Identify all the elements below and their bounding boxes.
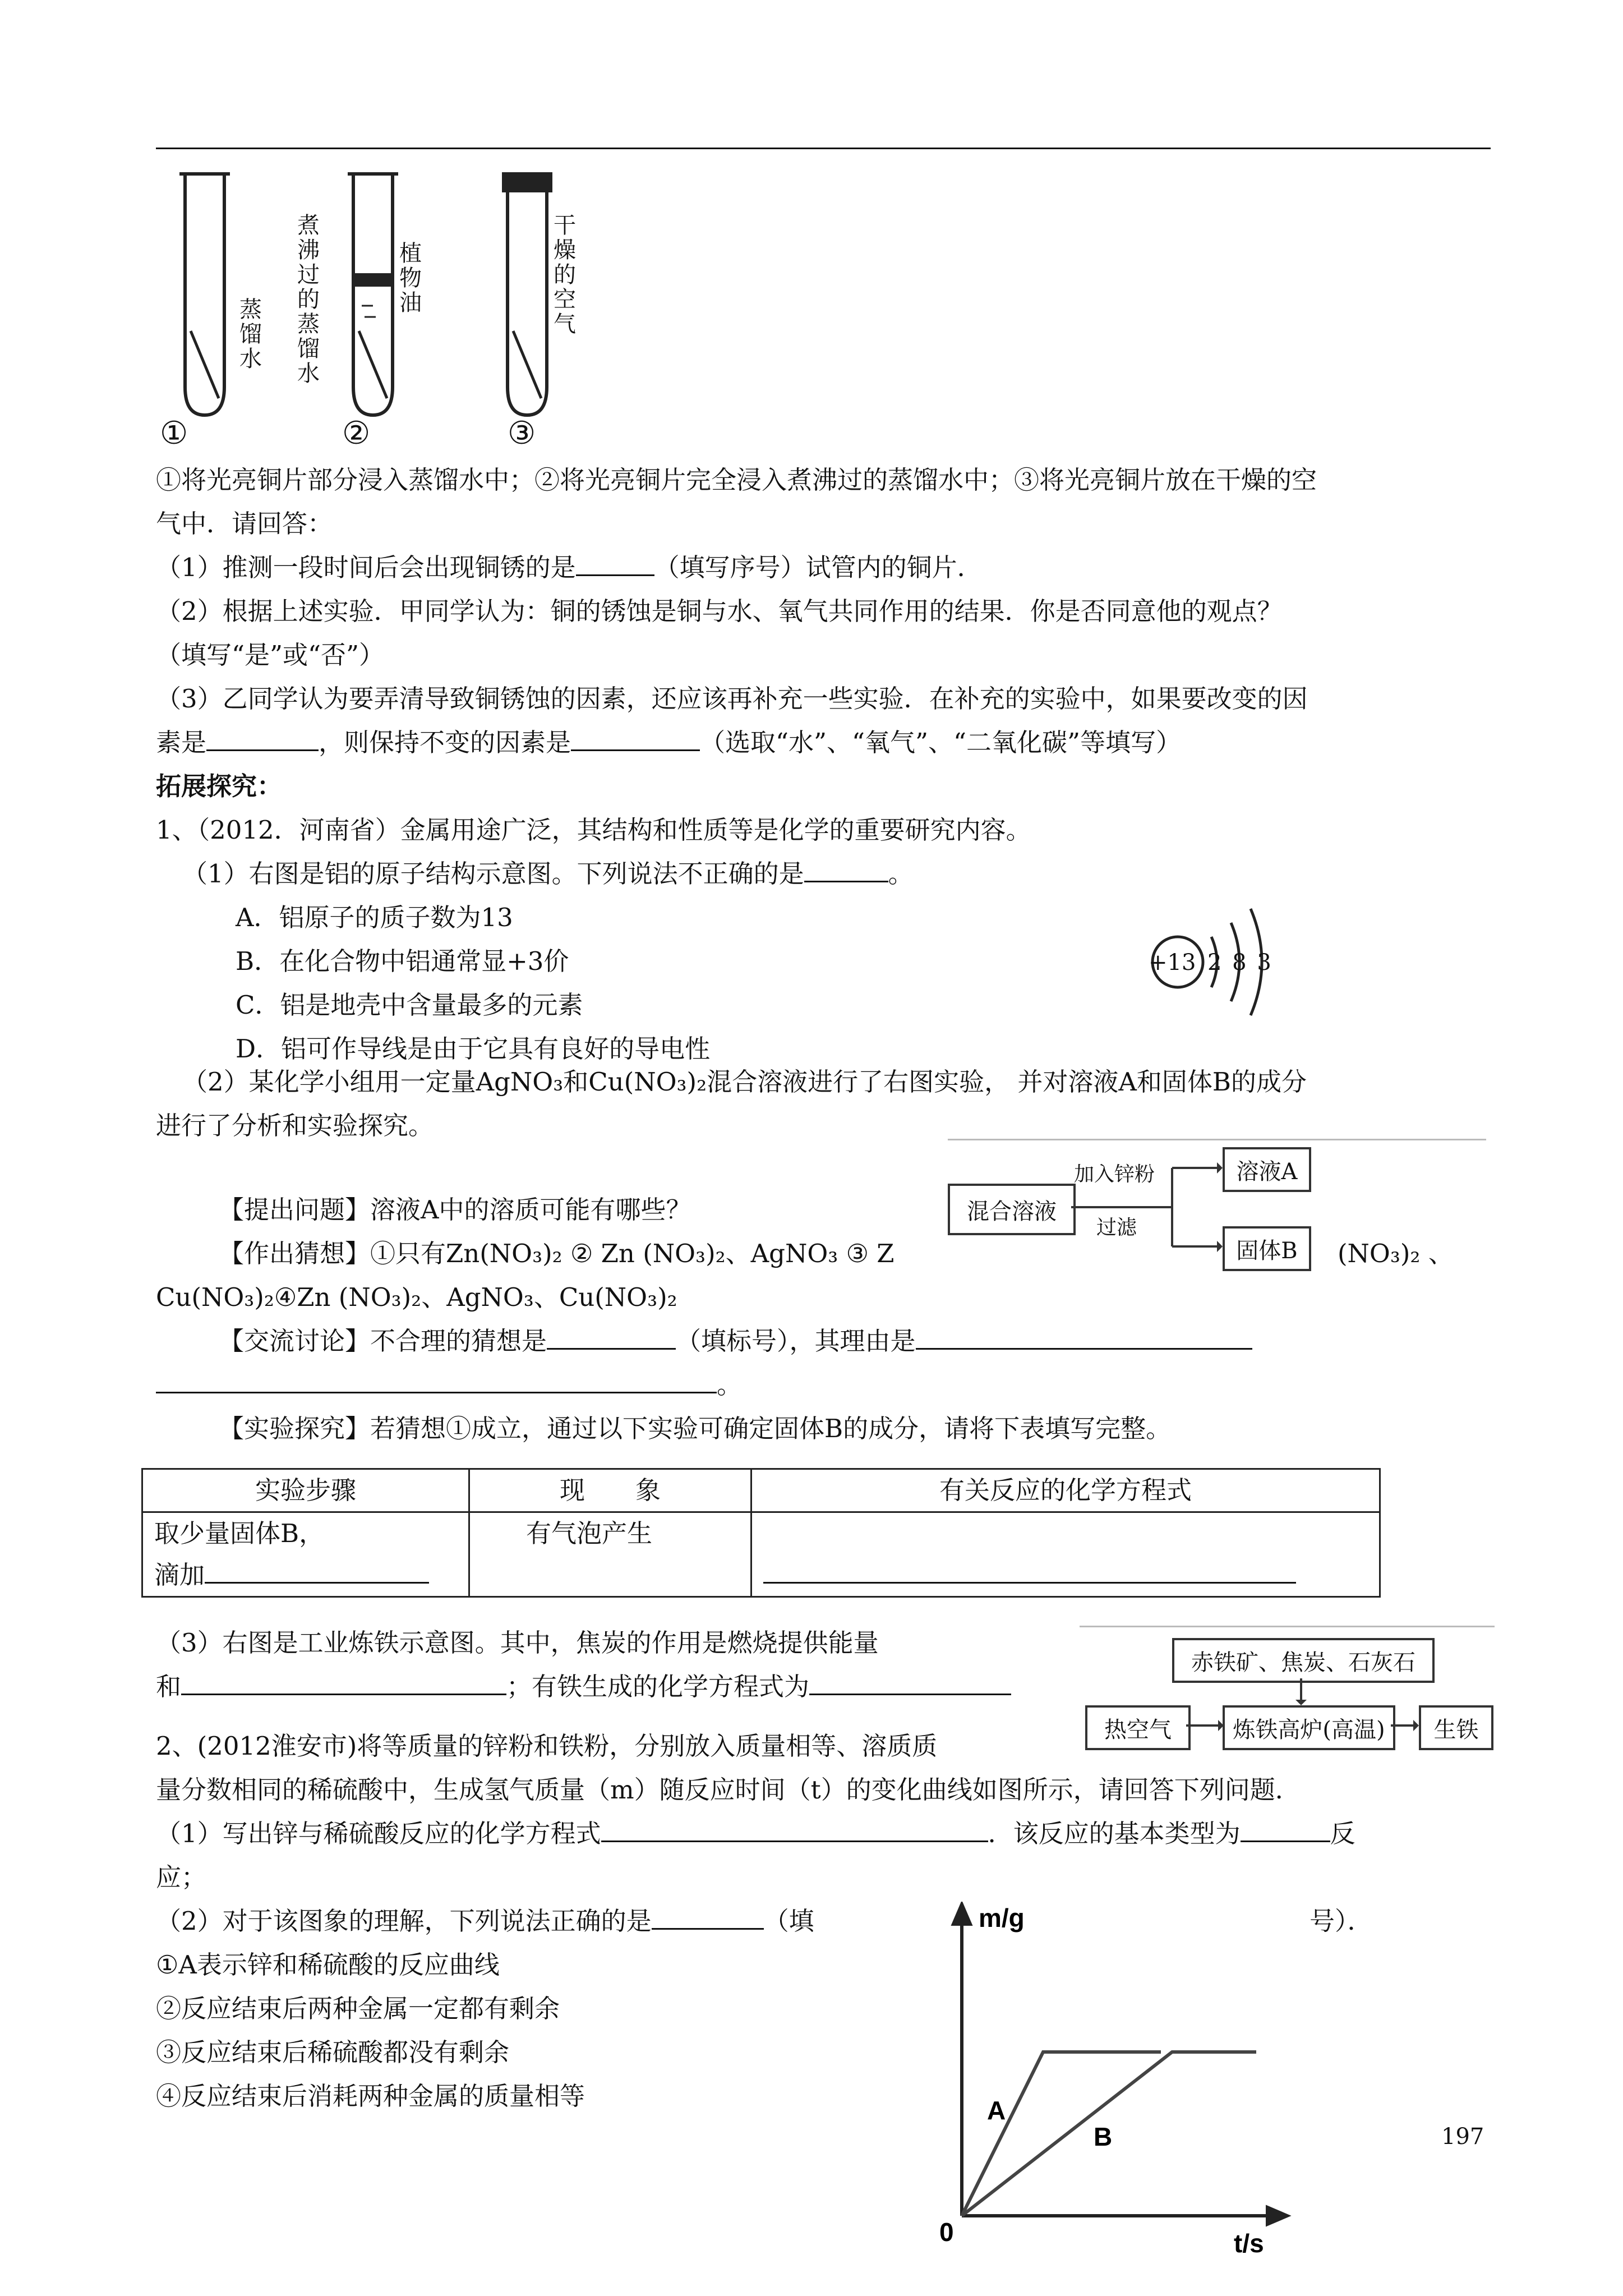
furnace-input-box: 赤铁矿、焦炭、石灰石: [1172, 1638, 1435, 1683]
q1-text-post: （填写序号）试管内的铜片．: [654, 553, 983, 582]
question-1: [156, 546, 983, 590]
problem2-line2: 量分数相同的稀硫酸中，生成氢气质量（m）随反应时间（t）的变化曲线如图所示，请回答下列问题．: [156, 1775, 1301, 1805]
furnace-top-rule: [1080, 1626, 1495, 1627]
problem2-sub1: [156, 1812, 1355, 1856]
origin-label: 0: [939, 2217, 954, 2247]
problem2-sub2: [156, 1899, 814, 1943]
tube1-number: ①: [160, 415, 188, 452]
hydrogen-mass-chart: [909, 1902, 1301, 2266]
hypothesis-line1-right: (NO₃)₂ 、: [1338, 1239, 1454, 1268]
tube-3: [504, 174, 551, 415]
option-b: B．在化合物中铝通常显+3价: [236, 946, 569, 976]
option-c: C．铝是地壳中含量最多的元素: [236, 990, 583, 1020]
discussion-blank-2[interactable]: [916, 1321, 1252, 1350]
furnace-arrows: [1183, 1677, 1430, 1750]
p2-sub2-text: （2）对于该图象的理解，下列说法正确的是: [156, 1906, 652, 1936]
discussion-end: 。: [717, 1370, 743, 1400]
tube2-label-left: 煮沸过的蒸馏水: [297, 213, 320, 386]
equation-blank[interactable]: [763, 1555, 1296, 1584]
q1-blank[interactable]: [576, 547, 654, 576]
y-axis-label: m/g: [979, 1903, 1025, 1932]
tube2-number: ②: [342, 415, 371, 452]
flow-start-box: 混合溶液: [948, 1184, 1076, 1235]
q3-text-mid: ，则保持不变的因素是: [319, 728, 571, 757]
p1-sub1-post: 。: [888, 859, 914, 889]
experiment-desc-line1: ①将光亮铜片部分浸入蒸馏水中；②将光亮铜片完全浸入煮沸过的蒸馏水中；③将光亮铜片放在干燥的空: [156, 465, 1317, 495]
q1-text: （1）推测一段时间后会出现铜锈的是: [156, 553, 576, 582]
table-cell-step: [142, 1512, 469, 1597]
x-axis-label: t/s: [1234, 2229, 1264, 2258]
atom-shells: 2 8 3: [1207, 950, 1271, 976]
chart-axes: [953, 1904, 1287, 2224]
explore-intro: 【实验探究】若猜想①成立，通过以下实验可确定固体B的成分，请将下表填写完整。: [219, 1414, 1172, 1443]
series-label-b: B: [1094, 2122, 1113, 2151]
step-blank[interactable]: [205, 1555, 429, 1584]
sub3-text: 和: [156, 1672, 182, 1701]
p2-sub2-blank[interactable]: [652, 1901, 764, 1930]
test-tube-figure: [151, 163, 600, 454]
discussion-blank-3[interactable]: [156, 1365, 717, 1393]
table-header: 有关反应的化学方程式: [751, 1469, 1380, 1512]
discussion-blank-1[interactable]: [547, 1321, 676, 1350]
flow-solid-b-box: 固体B: [1223, 1226, 1311, 1271]
blast-furnace-box: 炼铁高炉(高温): [1223, 1705, 1395, 1750]
propose-question: 【提出问题】溶液A中的溶质可能有哪些？: [219, 1195, 691, 1225]
problem2-sub2-tail: 号）．: [1310, 1906, 1373, 1936]
tube-2: [348, 174, 398, 415]
problem2-sub1-line2: 应；: [156, 1862, 207, 1892]
question-3-line2: [156, 721, 1181, 765]
tube3-label: 干燥的空气: [554, 213, 576, 337]
table-header: 实验步骤: [142, 1469, 469, 1512]
problem1-sub3-line1: （3）右图是工业炼铁示意图。其中，焦炭的作用是燃烧提供能量: [156, 1628, 879, 1658]
p2-option-2: ②反应结束后两种金属一定都有剩余: [156, 1994, 560, 2023]
tube3-number: ③: [508, 415, 536, 452]
tube-1: [179, 174, 230, 415]
discussion-text-mid: （填标号），其理由是: [676, 1326, 916, 1356]
table-row: [142, 1512, 1380, 1597]
p2-option-3: ③反应结束后稀硫酸都没有剩余: [156, 2037, 510, 2067]
problem1-title: 1、（2012．河南省）金属用途广泛，其结构和性质等是化学的重要研究内容。: [156, 815, 1031, 845]
problem1-sub3-line2: [156, 1665, 1011, 1709]
p2-sub1-text: （1）写出锌与稀硫酸反应的化学方程式: [156, 1819, 601, 1848]
flow-arrow-bottom-label: 过滤: [1096, 1216, 1137, 1239]
table-header-row: [142, 1469, 1380, 1512]
atom-nucleus: +13: [1149, 950, 1196, 976]
y-axis-arrow: [953, 1904, 970, 1924]
sub3-blank-1[interactable]: [181, 1667, 506, 1695]
step-line2-text: 滴加: [154, 1560, 205, 1590]
header-rule: [156, 148, 1491, 149]
experiment-desc-line2: 气中．请回答：: [156, 509, 333, 539]
option-d: D．铝可作导线是由于它具有良好的导电性: [236, 1034, 711, 1064]
page-number: 197: [1441, 2124, 1484, 2150]
step-line2: [154, 1554, 457, 1596]
p1-sub1-blank[interactable]: [804, 854, 888, 882]
q3-text: 素是: [156, 728, 207, 757]
section-title: 拓展探究：: [156, 771, 283, 801]
problem1-sub1: [182, 852, 914, 896]
p2-option-4: ④反应结束后消耗两种金属的质量相等: [156, 2081, 585, 2111]
question-2-line2: （填写“是”或“否”）: [156, 640, 385, 670]
furnace-hot-air-box: 热空气: [1085, 1705, 1191, 1750]
q3-text-post: （选取“水”、“氧气”、“二氧化碳”等填写）: [700, 728, 1182, 757]
p2-sub1-text-post: 反: [1330, 1819, 1355, 1848]
discussion-text: 【交流讨论】不合理的猜想是: [219, 1326, 547, 1356]
option-a: A．铝原子的质子数为13: [236, 903, 513, 932]
p2-sub1-blank-2[interactable]: [1241, 1814, 1330, 1842]
hypothesis-line1: 【作出猜想】①只有Zn(NO₃)₂ ② Zn (NO₃)₂、AgNO₃ ③ Z: [219, 1239, 895, 1268]
step-line1: 取少量固体B，: [154, 1519, 325, 1548]
table-cell-phenomenon: 有气泡产生: [469, 1512, 751, 1597]
question-2-line1: （2）根据上述实验．甲同学认为：铜的锈蚀是铜与水、氧气共同作用的结果．你是否同意他的观点？: [156, 596, 1283, 626]
p2-option-1: ①A表示锌和稀硫酸的反应曲线: [156, 1950, 500, 1980]
p2-sub2-text-post: （填: [763, 1906, 814, 1936]
p1-sub1-text: （1）右图是铝的原子结构示意图。下列说法不正确的是: [182, 859, 804, 889]
p2-sub1-text-mid: ．该反应的基本类型为: [988, 1819, 1241, 1848]
discussion-line2: [156, 1363, 742, 1407]
table-cell-equation: [751, 1512, 1380, 1597]
discussion: [219, 1319, 1252, 1363]
p2-sub1-blank-1[interactable]: [601, 1814, 988, 1842]
question-3-line1: （3）乙同学认为要弄清导致铜锈蚀的因素，还应该再补充一些实验．在补充的实验中，如果要改变的因: [156, 684, 1308, 714]
flow-arrow-top-label: 加入锌粉: [1074, 1163, 1155, 1186]
problem1-sub2-line2: 进行了分析和实验探究。: [156, 1111, 434, 1140]
sub3-text-mid: ；有铁生成的化学方程式为: [506, 1672, 810, 1701]
q3-blank-2[interactable]: [571, 723, 700, 751]
series-label-a: A: [987, 2096, 1006, 2125]
hypothesis-line2: Cu(NO₃)₂④Zn (NO₃)₂、AgNO₃、Cu(NO₃)₂: [156, 1282, 677, 1312]
experiment-table: [141, 1468, 1381, 1598]
table-header: 现 象: [469, 1469, 751, 1512]
x-axis-arrow: [1267, 2207, 1287, 2224]
tube1-label: 蒸馏水: [239, 297, 262, 372]
problem1-sub2-line1: （2）某化学小组用一定量AgNO₃和Cu(NO₃)₂混合溶液进行了右图实验， 并对溶液A和固体B的成分: [182, 1067, 1307, 1097]
pig-iron-box: 生铁: [1419, 1705, 1493, 1750]
problem2-title: 2、(2012淮安市)将等质量的锌粉和铁粉，分别放入质量相等、溶质质: [156, 1731, 938, 1761]
q3-blank-1[interactable]: [206, 723, 319, 751]
flow-solution-a-box: 溶液A: [1223, 1147, 1311, 1192]
sub3-blank-2[interactable]: [809, 1667, 1011, 1695]
tube2-label-right: 植物油: [399, 241, 422, 316]
